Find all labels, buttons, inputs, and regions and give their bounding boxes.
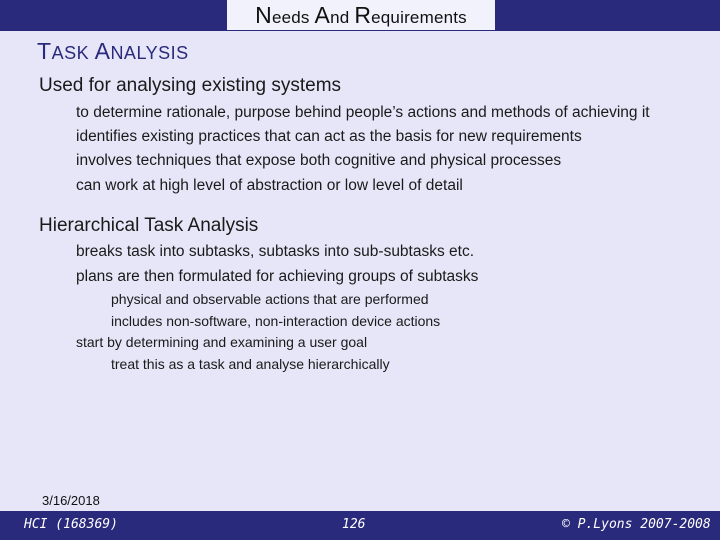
sub-sub-bullet-physical-actions: physical and observable actions that are performed: [111, 291, 429, 307]
section-title-rest-1: ASK: [51, 43, 95, 63]
title-cap-3: R: [354, 2, 372, 28]
section-title: [37, 38, 189, 65]
title-cap-1: N: [255, 2, 272, 28]
sub-sub-bullet-non-software: includes non-software, non-interaction device actions: [111, 313, 441, 329]
sub-bullet-rationale: to determine rationale, purpose behind people’s actions and methods of achieving it: [76, 104, 650, 121]
footer-course: HCI (168369): [24, 517, 118, 532]
sub-bullet-practices: identifies existing practices that can act as the basis for new requirements: [76, 128, 582, 145]
title-cap-2: A: [314, 2, 331, 28]
sub-bullet-breaks-task: breaks task into subtasks, subtasks into sub-subtasks etc.: [76, 243, 475, 260]
sub-bullet-processes: involves techniques that expose both cognitive and physical processes: [76, 152, 562, 169]
sub-bullet-abstraction: can work at high level of abstraction or low level of detail: [76, 177, 463, 194]
section-title-rest-2: NALYSIS: [110, 43, 189, 63]
sub-bullet-user-goal: start by determining and examining a user goal: [76, 334, 368, 350]
title-rest-3: equirements: [371, 8, 467, 27]
sub-bullet-plans: plans are then formulated for achieving groups of subtasks: [76, 268, 479, 285]
footer-copyright: © P.Lyons 2007-2008: [562, 517, 711, 532]
title-rest-1: eeds: [271, 8, 315, 27]
bullet-used-for-analysing: Used for analysing existing systems: [39, 75, 342, 96]
sub-sub-bullet-treat-as-task: treat this as a task and analyse hierarchically: [111, 356, 390, 372]
slide-date: 3/16/2018: [42, 493, 100, 508]
section-title-cap-1: T: [37, 38, 52, 64]
footer-bar: [0, 511, 720, 540]
bullet-hierarchical-task-analysis: Hierarchical Task Analysis: [39, 215, 259, 236]
footer-page-number: 126: [342, 517, 366, 532]
section-title-cap-2: A: [94, 38, 111, 64]
title-rest-2: nd: [330, 8, 355, 27]
slide-header-title: [226, 0, 496, 31]
